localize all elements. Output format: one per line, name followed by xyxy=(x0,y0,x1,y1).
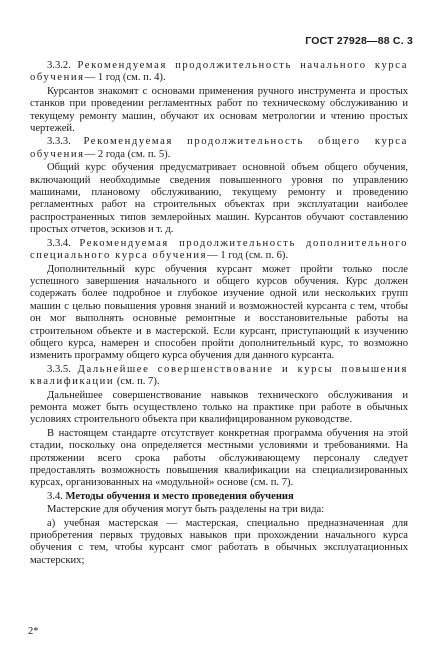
section-number: 3.3.4. xyxy=(47,237,80,249)
section-number: 3.3.3. xyxy=(47,136,84,148)
section-title: Рекомендуемая продолжительность дополнительного специального курса обучения xyxy=(30,237,408,262)
section-title: Рекомендуемая продолжительность начального курса обучения xyxy=(30,60,408,84)
paragraph-334-body: Дополнительный курс обучения курсант может пройти только после успешного завершения начального и общего курсов обучения. Курс должен содержать более подробное и глубокое изучение одной или нескольких групп машин с целью повышения уровня знаний и возможностей курсанта с тем, чтобы он мог выполнять основные ремонтные и восстановительные работы на строительном объекте и в мастерской. Если курсант, приступающий к изучению общего курса, намерен и способен пройти дополнительный курс, то возможно изменить программу общего курса обучения для данного курсанта. xyxy=(30,263,408,362)
section-tail: — 1 год (см. п. 6). xyxy=(207,250,289,262)
section-number: 3.4. xyxy=(47,490,66,502)
paragraph-335-body: Дальнейшее совершенствование навыков технического обслуживания и ремонта может быть осуществлено только на практике при работе в обычных условиях строительного объекта при квалифицированном руководстве. xyxy=(30,389,408,426)
paragraph-34-heading xyxy=(30,491,408,503)
document-body xyxy=(30,60,408,568)
paragraph-333-body: Общий курс обучения предусматривает основной объем общего обучения, включающий необходимые сведения повышенного уровня по управлению машинами, плановому обслуживанию, текущему ремонту и проведению регламентных работ на строительных объектах при эксплуатации наиболее распространенных типов землеройных машин. Курсантов обучают составлению простых отчетов, эскизов и т. д. xyxy=(30,162,408,236)
paragraph-335-body-2: В настоящем стандарте отсутствует конкретная программа обучения на этой стадии, поскольку она определяется местными условиями и требованиями. На протяжении всего срока работы обслуживающему персоналу следует предоставлять возможность повышения квалификации на специализированных курсах, организованных на «модульной» основе (см. п. 7). xyxy=(30,427,408,489)
section-number: 3.3.5. xyxy=(47,363,78,375)
paragraph-333-heading xyxy=(30,136,408,161)
paragraph-335-heading xyxy=(30,364,408,389)
section-title: Дальнейшее совершенствование и курсы повышения квалификации xyxy=(30,363,408,388)
section-number: 3.3.2. xyxy=(47,60,78,71)
page-header: ГОСТ 27928—88 С. 3 xyxy=(305,35,413,47)
paragraph-34-item-a: а) учебная мастерская — мастерская, специально предназначенная для приобретения первых трудовых навыков при прохождении начального курса обучения с тем, чтобы курсант смог работать в обычных эксплуатационных мастерских; xyxy=(30,517,408,566)
page-footer-signature: 2* xyxy=(28,626,39,637)
section-tail: — 1 год (см. п. 4). xyxy=(84,72,166,84)
paragraph-332-body: Курсантов знакомят с основами применения ручного инструмента и простых станков при проведении регламентных работ по техническому обслуживанию и текущему ремонту машин, обучают их основам метрологии и чтению простых чертежей. xyxy=(30,85,408,135)
paragraph-332-heading xyxy=(30,60,408,85)
paragraph-34-body: Мастерские для обучения могут быть разделены на три вида: xyxy=(47,504,325,516)
paragraph-334-heading xyxy=(30,238,408,263)
section-tail: (см. п. 7). xyxy=(114,376,160,388)
section-title: Методы обучения и место проведения обучения xyxy=(65,490,294,502)
section-tail: — 2 года (см. п. 5). xyxy=(84,148,171,160)
section-title: Рекомендуемая продолжительность общего курса обучения xyxy=(30,136,408,160)
